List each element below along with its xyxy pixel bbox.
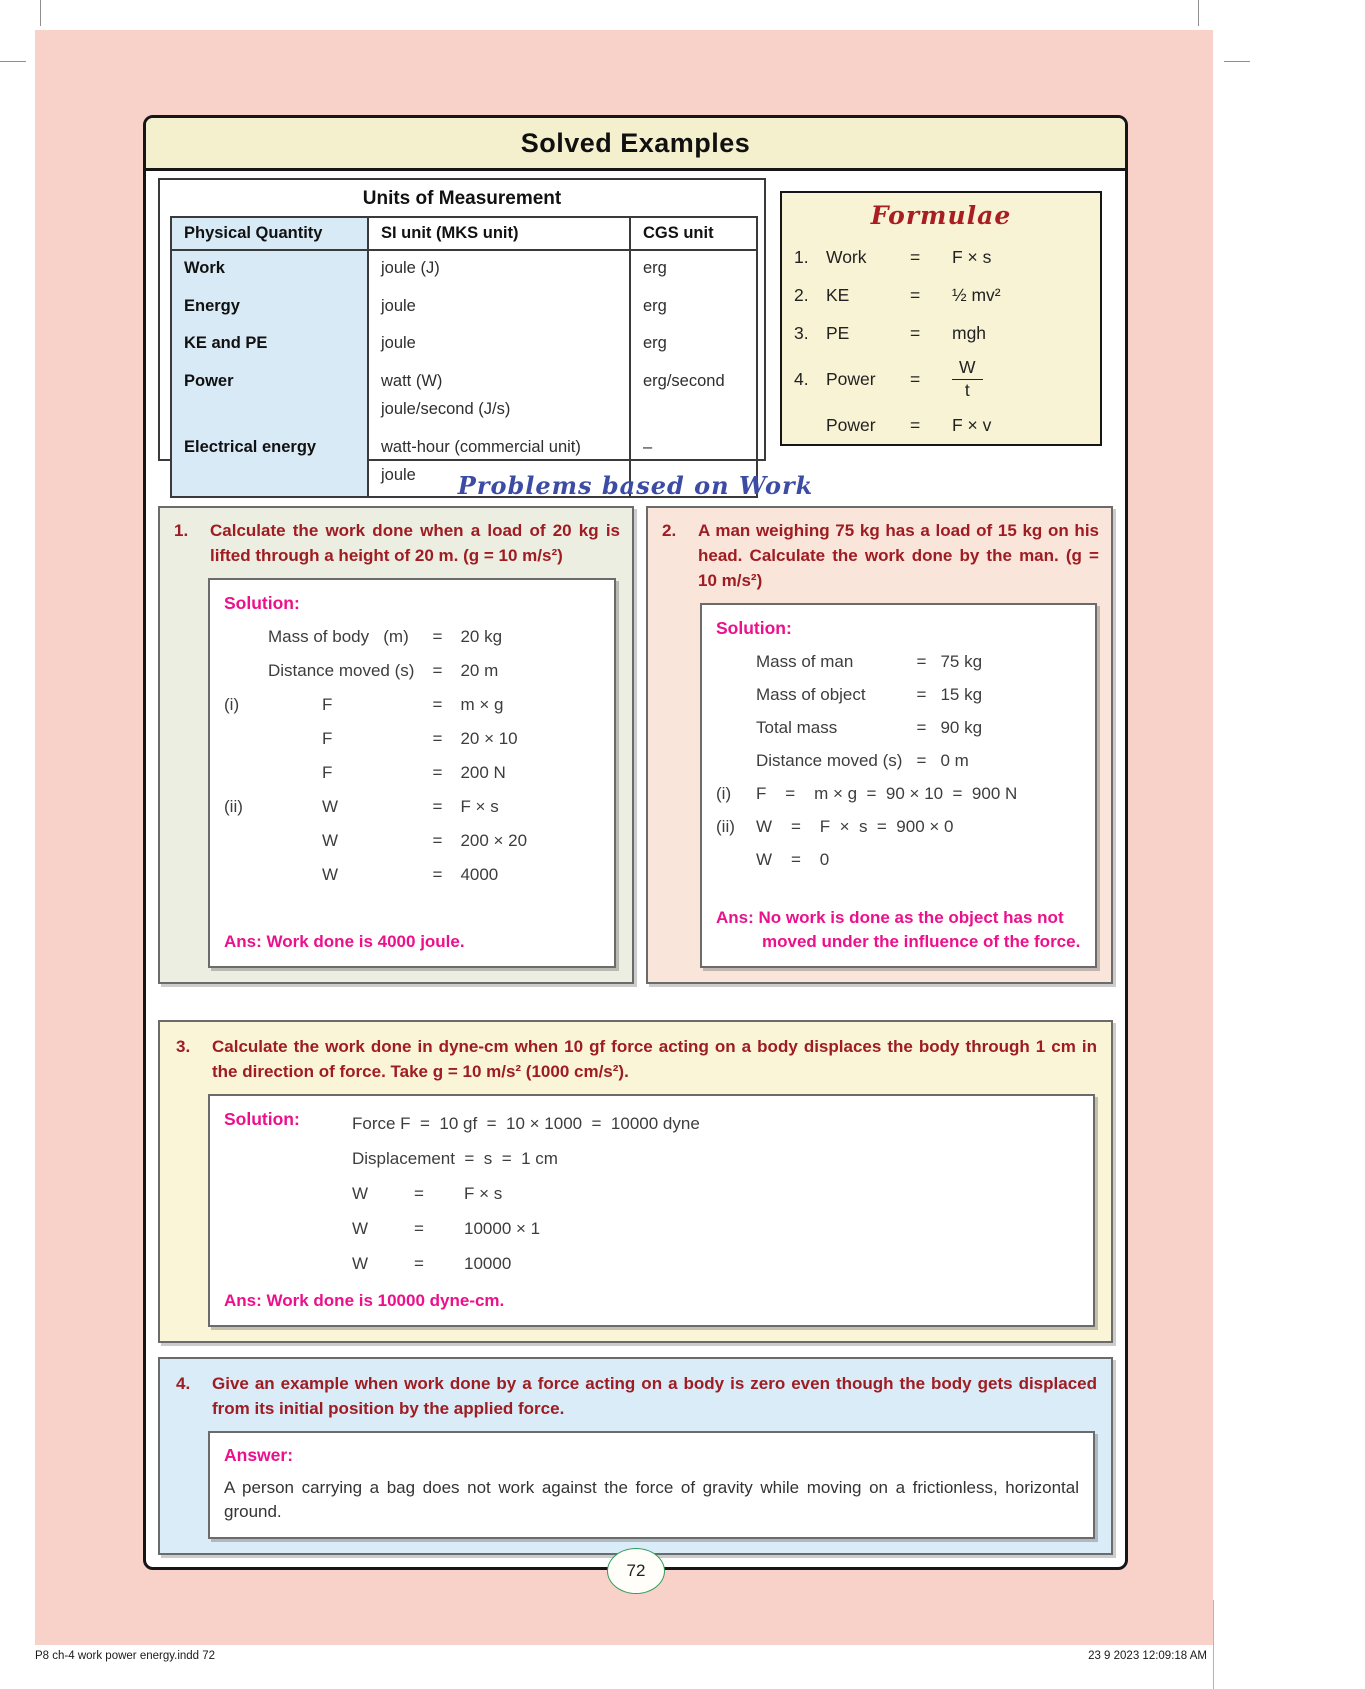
equation-value: 10000 <box>464 1254 512 1273</box>
cell-line: erg/second <box>643 371 725 390</box>
equation-value: F × s <box>464 1184 503 1203</box>
problem-3-question <box>174 1034 1097 1084</box>
cell-line: Energy <box>184 296 240 315</box>
units-cgs-cell <box>630 250 757 289</box>
equals-sign: = <box>414 1184 424 1203</box>
formulae-list <box>794 238 1088 444</box>
table-row <box>171 250 757 289</box>
cell-line: joule <box>381 296 416 315</box>
equation-value: m × g <box>460 695 504 714</box>
problem-number: 1. <box>174 521 189 540</box>
equation-value: F × s <box>460 797 499 816</box>
formula-row <box>794 406 1088 444</box>
problem-1-solution <box>208 578 616 968</box>
formula-name: Work <box>826 246 867 267</box>
cell-line: KE and PE <box>184 334 268 352</box>
equation-text: F = m × g = 90 × 10 = 900 N <box>756 784 1018 803</box>
equals-sign: = <box>916 718 927 737</box>
equation-label: W <box>352 1184 369 1203</box>
solution-label: Solution: <box>224 1109 300 1129</box>
equation-label: W <box>352 1254 369 1273</box>
units-quantity-cell <box>171 364 368 430</box>
equation-lines <box>352 1106 1079 1281</box>
cell-line: joule (J) <box>381 259 440 277</box>
equation-index <box>224 824 268 858</box>
units-header-row <box>171 217 757 250</box>
problems-row <box>158 506 1113 984</box>
solution-label: Solution: <box>716 618 792 638</box>
equation-index <box>716 645 756 678</box>
equation-index <box>224 756 268 790</box>
units-quantity-cell <box>171 326 368 364</box>
cell-line: watt-hour (commercial unit) <box>381 437 581 456</box>
equals-sign: = <box>916 685 927 704</box>
equation-label: Mass of object <box>756 685 866 704</box>
solution-row <box>224 1106 1079 1281</box>
equation-index: (i) <box>716 784 732 803</box>
formula-name: PE <box>826 322 850 343</box>
equation-label: Distance moved (s) <box>756 751 903 770</box>
section-heading: Problems based on Work <box>457 471 814 500</box>
problem-2-question <box>660 518 1099 593</box>
cell-line: joule <box>381 334 416 352</box>
fraction <box>952 358 983 400</box>
equals-sign: = <box>432 661 443 680</box>
problem-4-question <box>174 1371 1097 1421</box>
units-cgs-cell <box>630 289 757 327</box>
formulae-panel <box>780 191 1102 446</box>
top-row <box>158 178 1113 484</box>
panel-content <box>146 171 1125 1567</box>
equals-sign: = <box>432 865 443 884</box>
formula-number: 3. <box>794 322 809 343</box>
equals-sign: = <box>432 797 443 816</box>
formula-name: Power <box>826 414 876 435</box>
formula-value: mgh <box>952 322 987 343</box>
equation-label: W <box>322 865 339 884</box>
formula-row <box>794 238 1088 276</box>
cell-line: Work <box>184 259 225 277</box>
equation-index: (ii) <box>716 817 735 836</box>
page-title-text: Solved Examples <box>520 127 751 158</box>
equation-value: 200 × 20 <box>460 831 528 850</box>
equals-sign: = <box>916 751 927 770</box>
question-text: Give an example when work done by a force acting on a body is zero even though the body gets displaced from its initial position by the applied force. <box>212 1374 1097 1418</box>
equation-text: W = F × s = 900 × 0 <box>756 817 954 836</box>
formula-number: 2. <box>794 284 809 305</box>
units-si-cell <box>368 250 630 289</box>
equation-value: 90 kg <box>940 718 983 737</box>
footer-file-name: P8 ch-4 work power energy.indd 72 <box>35 1650 216 1662</box>
equation-index <box>224 654 268 688</box>
problem-4 <box>158 1357 1113 1555</box>
units-column-header: CGS unit <box>630 217 757 250</box>
equation-text: Force F = 10 gf = 10 × 1000 = 10000 dyne <box>352 1114 700 1133</box>
equation-index <box>716 711 756 744</box>
answer-body: A person carrying a bag does not work against the force of gravity while moving on a frictionless, horizontal ground. <box>224 1478 1079 1521</box>
table-row <box>171 289 757 327</box>
equation-label: Distance moved (s) <box>268 661 415 680</box>
equation-value: 20 m <box>460 661 499 680</box>
equation-value: 75 kg <box>940 652 983 671</box>
formula-value: F × v <box>952 414 992 435</box>
equation-label: F <box>322 763 333 782</box>
problem-3 <box>158 1020 1113 1343</box>
book-page <box>35 30 1213 1645</box>
cell-line: – <box>643 437 653 456</box>
equation-index: (ii) <box>224 797 243 816</box>
formulae-title: Formulae <box>870 201 1012 230</box>
formula-number: 4. <box>794 368 809 389</box>
formula-name: KE <box>826 284 850 305</box>
equation-text: Displacement = s = 1 cm <box>352 1149 558 1168</box>
crop-mark <box>0 61 26 62</box>
equation-label: Mass of body (m) <box>268 627 409 646</box>
page-number-badge <box>607 1548 665 1594</box>
equation-index <box>224 620 268 654</box>
units-table-grid <box>170 216 758 498</box>
problem-1-question <box>172 518 620 568</box>
equals-sign: = <box>910 322 921 343</box>
units-quantity-cell <box>171 289 368 327</box>
formula-row <box>794 276 1088 314</box>
formula-row <box>794 314 1088 352</box>
cell-line: erg <box>643 334 667 352</box>
table-row <box>171 326 757 364</box>
units-table <box>158 178 766 484</box>
equation-label: W <box>322 831 339 850</box>
equation-label: W <box>322 797 339 816</box>
problem-number: 4. <box>176 1374 191 1393</box>
problem-1 <box>158 506 634 984</box>
equation-value: 4000 <box>460 865 499 884</box>
equals-sign: = <box>432 695 443 714</box>
equals-sign: = <box>910 246 921 267</box>
table-row <box>171 364 757 430</box>
units-si-cell <box>368 289 630 327</box>
cell-line: erg <box>643 259 667 277</box>
answer-label: Answer: <box>224 1445 294 1465</box>
solution-label: Solution: <box>224 593 300 613</box>
equation-text: W = 0 <box>756 850 830 869</box>
cell-line: joule/second (J/s) <box>381 400 511 418</box>
formula-value: ½ mv² <box>952 284 1001 305</box>
equation-value: 200 N <box>460 763 506 782</box>
equation-index <box>716 843 756 876</box>
fraction-numerator: W <box>952 358 983 379</box>
units-cgs-cell <box>630 364 757 430</box>
equation-value: 20 kg <box>460 627 503 646</box>
crop-mark <box>1213 1600 1214 1689</box>
problem-4-answer-box <box>208 1431 1095 1539</box>
problem-2-solution <box>700 603 1097 968</box>
crop-mark <box>1224 61 1250 62</box>
question-text: A man weighing 75 kg has a load of 15 kg on his head. Calculate the work done by the man. (g = 10 m/s²) <box>698 521 1099 590</box>
units-si-cell <box>368 364 630 430</box>
units-quantity-cell <box>171 430 368 497</box>
equation-index <box>224 722 268 756</box>
equals-sign: = <box>432 763 443 782</box>
footer-timestamp: 23 9 2023 12:09:18 AM <box>1088 1650 1207 1662</box>
equals-sign: = <box>910 284 921 305</box>
problem-3-solution <box>208 1094 1095 1327</box>
equals-sign: = <box>432 729 443 748</box>
equation-index <box>716 744 756 777</box>
formula-number: 1. <box>794 246 809 267</box>
equation-value: 10000 × 1 <box>464 1219 541 1238</box>
equation-label: Total mass <box>756 718 838 737</box>
equation-lines <box>224 620 600 892</box>
equation-label: Mass of man <box>756 652 854 671</box>
units-quantity-cell <box>171 250 368 289</box>
equals-sign: = <box>414 1254 424 1273</box>
equation-label: F <box>322 729 333 748</box>
problem-number: 2. <box>662 521 677 540</box>
formula-name: Power <box>826 368 876 389</box>
units-column-header: Physical Quantity <box>171 217 368 250</box>
equals-sign: = <box>910 414 921 435</box>
crop-mark <box>40 0 41 26</box>
units-column-header: SI unit (MKS unit) <box>368 217 630 250</box>
cell-line: watt (W) <box>381 371 443 390</box>
units-table-title: Units of Measurement <box>362 188 562 209</box>
equation-label: W <box>352 1219 369 1238</box>
formula-row <box>794 352 1088 406</box>
equation-index <box>224 858 268 892</box>
problem-2 <box>646 506 1113 984</box>
formula-value: F × s <box>952 246 992 267</box>
equals-sign: = <box>916 652 927 671</box>
cell-line: Electrical energy <box>184 437 317 456</box>
equation-value: 15 kg <box>940 685 983 704</box>
question-text: Calculate the work done in dyne-cm when 10 gf force acting on a body displaces the body through 1 cm in the direction of force. Take g = 10 m/s² (1000 cm/s²). <box>212 1037 1097 1081</box>
equals-sign: = <box>414 1219 424 1238</box>
cell-line: Power <box>184 371 234 390</box>
units-si-cell <box>368 326 630 364</box>
formula-value <box>952 358 1088 400</box>
answer-text: Ans: Work done is 10000 dyne-cm. <box>224 1291 505 1310</box>
page-title <box>146 118 1125 171</box>
equals-sign: = <box>432 627 443 646</box>
equals-sign: = <box>910 368 921 389</box>
units-cgs-cell <box>630 326 757 364</box>
cell-line: joule <box>381 466 416 484</box>
answer-text: Ans: No work is done as the object has not moved under the influence of the force. <box>716 908 1081 951</box>
fraction-denominator: t <box>964 379 970 400</box>
equation-value: 0 m <box>940 751 969 770</box>
solved-examples-panel <box>143 115 1128 1570</box>
problem-number: 3. <box>176 1037 191 1056</box>
equation-value: 20 × 10 <box>460 729 518 748</box>
equation-label: F <box>322 695 333 714</box>
equation-index: (i) <box>224 695 240 714</box>
equation-lines <box>716 645 1081 876</box>
question-text: Calculate the work done when a load of 20 kg is lifted through a height of 20 m. (g = 10 m/s²) <box>210 521 620 565</box>
crop-mark <box>1198 0 1199 26</box>
page-number: 72 <box>626 1561 646 1580</box>
answer-text: Ans: Work done is 4000 joule. <box>224 932 465 951</box>
cell-line: erg <box>643 296 667 315</box>
equals-sign: = <box>432 831 443 850</box>
equation-index <box>716 678 756 711</box>
